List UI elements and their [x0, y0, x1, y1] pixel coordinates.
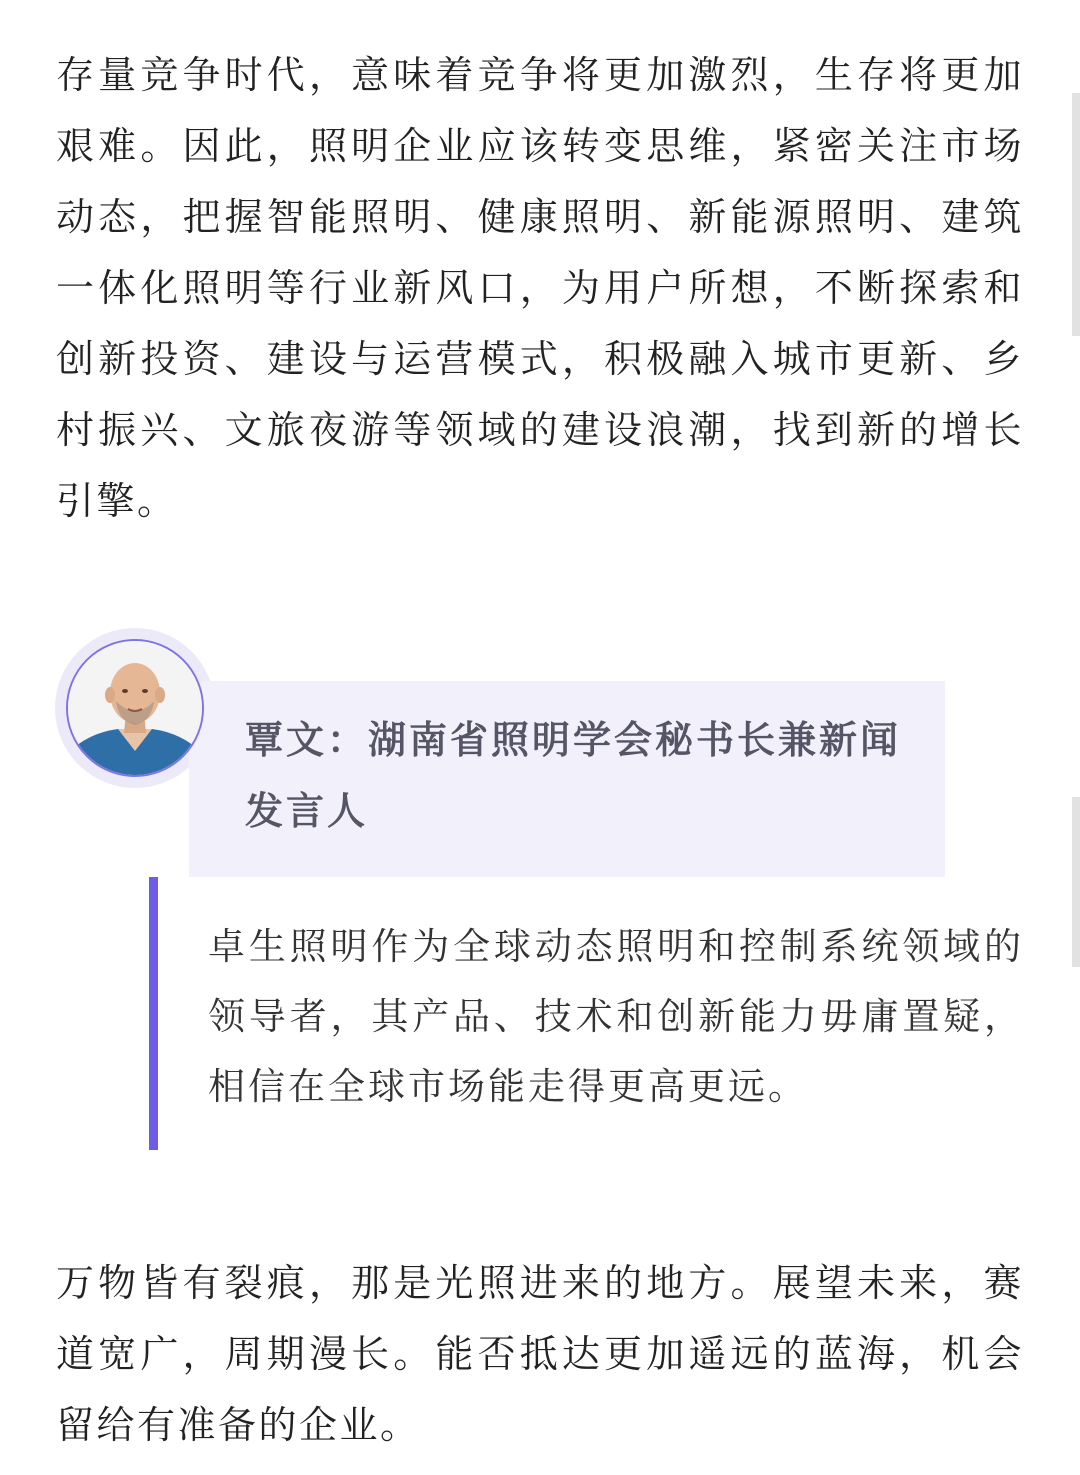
closing-paragraph: 万物皆有裂痕，那是光照进来的地方。展望未来，赛道宽广，周期漫长。能否抵达更加遥远的蓝海，机会留给有准备的企业。: [56, 1261, 1024, 1447]
scroll-indicator[interactable]: [1072, 93, 1080, 336]
speaker-card: [189, 681, 945, 877]
speaker-heading: 覃文：湖南省照明学会秘书长兼新闻发言人: [245, 718, 902, 833]
person-portrait-icon: [68, 641, 202, 775]
quote-text: 卓生照明作为全球动态照明和控制系统领域的领导者，其产品、技术和创新能力毋庸置疑，相信在全球市场能走得更高更远。: [208, 925, 1024, 1108]
quote-accent-bar: [149, 877, 158, 1150]
intro-paragraph: 存量竞争时代，意味着竞争将更加激烈，生存将更加艰难。因此，照明企业应该转变思维，紧密关注市场动态，把握智能照明、健康照明、新能源照明、建筑一体化照明等行业新风口，为用户所想，不断探索和创新投资、建设与运营模式，积极融入城市更新、乡村振兴、文旅夜游等领域的建设浪潮，找到新的增长引擎。: [56, 53, 1024, 523]
scroll-indicator[interactable]: [1072, 797, 1080, 967]
speaker-avatar: [66, 639, 204, 777]
